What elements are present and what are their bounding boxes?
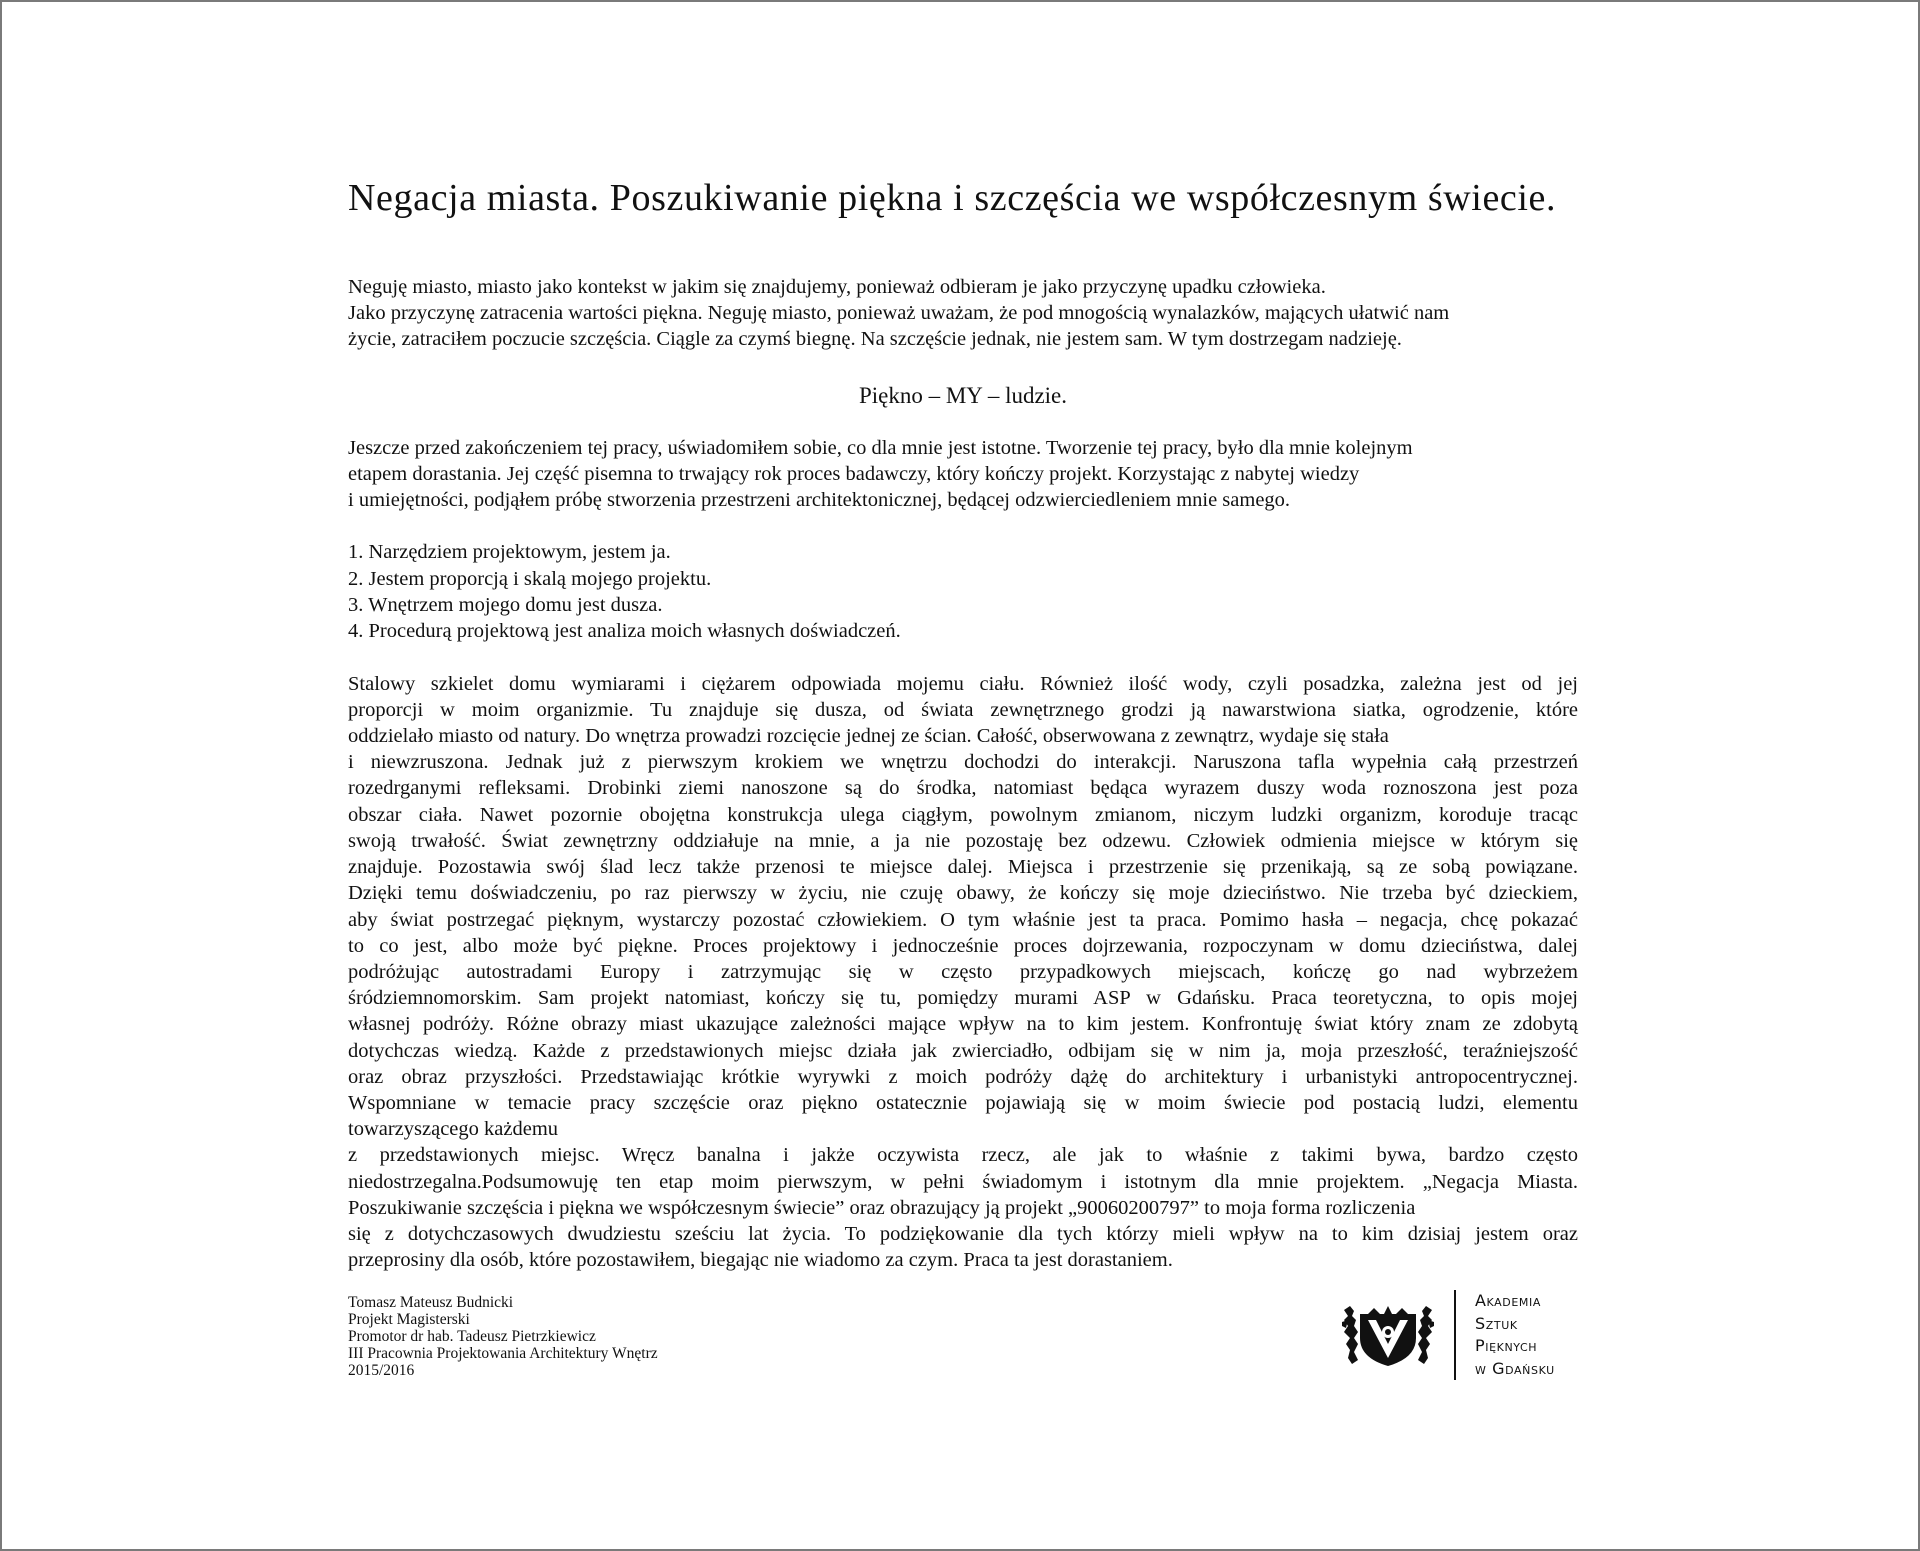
body-line: aby świat postrzegać pięknym, wystarczy pozostać człowiekiem. O tym właśnie jest ta praca. Pomimo hasła – negacja, chcę pokazać (348, 908, 1578, 931)
body-line: niedostrzegalna.Podsumowuję ten etap moim pierwszym, w pełni świadomym i istotnym dla mnie projektem. „Negacja Miasta. (348, 1170, 1578, 1193)
body-line: i niewzruszona. Jednak już z pierwszym krokiem we wnętrzu dochodzi do interakcji. Naruszona tafla wypełnia całą przestrzeń (348, 751, 1578, 774)
body-line: oraz obraz przyszłości. Przedstawiając krótkie wyrywki z moich podróży dążę do architektury i urbanistyki antropocentrycznej. (348, 1065, 1578, 1088)
body-line: Wspomniane w temacie pracy szczęście oraz piękno ostatecznie pojawiają się w moim świecie pod postacią ludzi, elementu (348, 1091, 1578, 1114)
intro-paragraph (348, 274, 1578, 352)
second-paragraph (348, 435, 1578, 514)
intro-line: Jako przyczynę zatracenia wartości piękna. Neguję miasto, ponieważ uważam, że pod mnogością wynalazków, mających ułatwić nam (348, 301, 1450, 324)
body-line: proporcji w moim organizmie. Tu znajduje się dusza, od świata zewnętrznego grodzi ją nawarstwiona siatka, ogrodzenie, które (348, 698, 1578, 721)
body-line: śródziemnomorskim. Sam projekt natomiast, kończy się tu, pomiędzy murami ASP w Gdańsku. Praca teoretyczna, to opis mojej (348, 987, 1578, 1010)
paragraph-line: Jeszcze przed zakończeniem tej pracy, uświadomiłem sobie, co dla mnie jest istotne. Tworzenie tej pracy, było dla mnie kolejnym (348, 436, 1413, 459)
academy-name-line: Sztuk (1475, 1313, 1518, 1333)
author-info-block (348, 1294, 658, 1379)
intro-line: życie, zatraciłem poczucie szczęścia. Ciągle za czymś biegnę. Na szczęście jednak, nie jestem sam. W tym dostrzegam nadzieję. (348, 327, 1402, 350)
body-line: swoją trwałość. Świat zewnętrzny oddziałuje na mnie, a ja nie pozostaję bez odzewu. Człowiek odmienia miejsce w którym się (348, 829, 1578, 852)
academy-name-line: Akademia (1475, 1291, 1541, 1310)
list-item: 3. Wnętrzem mojego domu jest dusza. (348, 594, 663, 617)
main-body-paragraph (348, 671, 1578, 1274)
intro-line: Neguję miasto, miasto jako kontekst w jakim się znajdujemy, ponieważ odbieram je jako przyczynę upadku człowieka. (348, 275, 1326, 298)
academy-name-line: w Gdańsku (1475, 1358, 1555, 1378)
academy-name-line: Pięknych (1475, 1336, 1538, 1355)
principles-list (348, 539, 1578, 644)
body-line: własnej podróży. Różne obrazy miast ukazujące zależności mające wpływ na to kim jestem. Konfrontuję świat który znam ze zdobytą (348, 1013, 1578, 1036)
body-line: znajduje. Pozostawia swój ślad lecz także przenosi te miejsce dalej. Miejsca i przestrzenie się przenikają, są ze sobą powiązane. (348, 856, 1578, 879)
document-content (348, 152, 1578, 1273)
body-line: podróżując autostradami Europy i zatrzymując się w często przypadkowych miejscach, kończę go nad wybrzeżem (348, 960, 1578, 983)
promotor: Promotor dr hab. Tadeusz Pietrzkiewicz (348, 1328, 596, 1345)
academy-name (1475, 1290, 1555, 1380)
logo-divider (1454, 1290, 1456, 1380)
project-type: Projekt Magisterski (348, 1311, 470, 1328)
body-line: przeprosiny dla osób, które pozostawiłem, biegając nie wiadomo za czym. Praca ta jest dorastaniem. (348, 1249, 1173, 1272)
body-line: Stalowy szkielet domu wymiarami i ciężarem odpowiada mojemu ciału. Również ilość wody, czyli posadzka, zależna jest od jej (348, 672, 1578, 695)
list-item: 1. Narzędziem projektowym, jestem ja. (348, 541, 671, 564)
body-line: obszar ciała. Nawet pozornie obojętna konstrukcja ulega ciągłym, powolnym zmianom, niczym ludzki organizm, koroduje tracąc (348, 803, 1578, 826)
studio-name: III Pracownia Projektowania Architektury Wnętrz (348, 1345, 658, 1362)
author-name: Tomasz Mateusz Budnicki (348, 1294, 514, 1311)
body-line: Dzięki temu doświadczeniu, po raz pierwszy w życiu, nie czuję obawy, że kończy się moje dzieciństwo. Nie trzeba być dzieckiem, (348, 882, 1578, 905)
body-line: towarzyszącego każdemu (348, 1118, 559, 1141)
academy-logo (1340, 1290, 1580, 1382)
body-line: się z dotychczasowych dwudziestu sześciu lat życia. To podziękowanie dla tych którzy mieli wpływ na to kim dzisiaj jestem oraz (348, 1222, 1578, 1245)
list-item: 4. Procedurą projektową jest analiza moich własnych doświadczeń. (348, 620, 901, 643)
motto-heading: Piękno – MY – ludzie. (858, 382, 1068, 408)
body-line: z przedstawionych miejsc. Wręcz banalna i jakże oczywista rzecz, ale jak to właśnie z takimi bywa, bardzo często (348, 1144, 1578, 1167)
body-line: Poszukiwanie szczęścia i piękna we współczesnym świecie” oraz obrazujący ją projekt „90060200797” to moja forma rozliczenia (348, 1196, 1416, 1219)
academic-year: 2015/2016 (348, 1362, 415, 1379)
body-line: oddzielało miasto od natury. Do wnętrza prowadzi rozcięcie jednej ze ścian. Całość, obserwowana z zewnątrz, wydaje się stała (348, 725, 1389, 748)
body-line: rozedrganymi refleksami. Drobinki ziemi nanoszone są do środka, natomiast będąca wyrazem duszy woda roznoszona jest poza (348, 777, 1578, 800)
paragraph-line: etapem dorastania. Jej część pisemna to trwający rok proces badawczy, który kończy projekt. Korzystając z nabytej wiedzy (348, 462, 1360, 485)
paragraph-line: i umiejętności, podjąłem próbę stworzenia przestrzeni architektonicznej, będącej odzwierciedleniem mnie samego. (348, 489, 1291, 512)
body-line: to co jest, albo może być piękne. Proces projektowy i jednocześnie proces dojrzewania, rozpoczynam w domu dzieciństwa, dalej (348, 934, 1578, 957)
body-line: dotychczas wiedzą. Każde z przedstawionych miejsc działa jak zwierciadło, odbijam się w nim ja, moja przeszłość, teraźniejszość (348, 1039, 1578, 1062)
page-title: Negacja miasta. Poszukiwanie piękna i szczęścia we współczesnym świecie. (348, 177, 1557, 219)
gdansk-lions-crest-icon (1340, 1302, 1436, 1368)
list-item: 2. Jestem proporcją i skalą mojego projektu. (348, 567, 712, 590)
